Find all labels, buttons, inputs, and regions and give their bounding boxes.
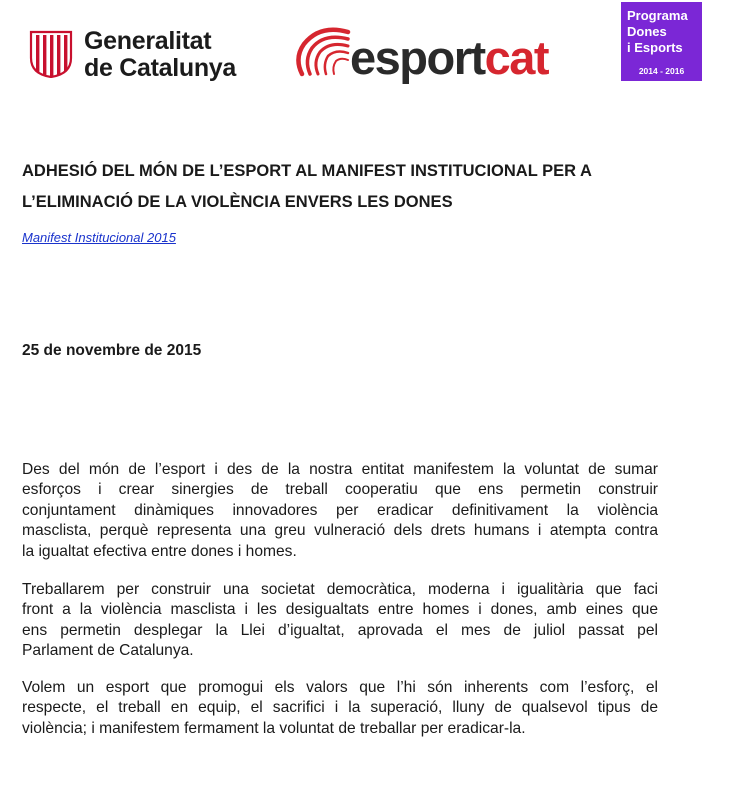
paragraph-3 <box>22 678 658 739</box>
programa-line-2: Dones <box>627 24 667 39</box>
esportcat-part2: cat <box>484 31 549 84</box>
programa-years: 2014 - 2016 <box>638 66 685 76</box>
paragraph-line: ens permetin desplegar la Llei d’igualtat, aprovada el mes de juliol passat pel <box>22 621 658 639</box>
generalitat-wordmark <box>84 28 236 82</box>
paragraph-line: conjuntament dinàmiques innovadores per eradicar definitivament la violència <box>22 501 658 519</box>
paragraph-line: masclista, perquè representa una greu vulneració dels drets humans i atempta contra <box>22 522 658 540</box>
document-title <box>22 156 702 218</box>
programa-line-3: i Esports <box>627 40 683 55</box>
programa-dones-badge <box>621 2 702 81</box>
title-line-2: L’ELIMINACIÓ DE LA VIOLÈNCIA ENVERS LES DONES <box>22 193 453 211</box>
paragraph-line: violència; i manifestem fermament la voluntat de treballar per eradicar-la. <box>22 719 526 737</box>
generalitat-line2: de Catalunya <box>84 54 237 82</box>
esportcat-wordmark <box>350 30 548 86</box>
paragraph-line: respecte, el treball en equip, el sacrifici i la superació, lluny de qualsevol tipus de <box>22 699 658 717</box>
generalitat-emblem-icon <box>28 30 74 78</box>
esportcat-part1: esport <box>350 31 485 84</box>
paragraph-line: Des del món de l’esport i des de la nostra entitat manifestem la voluntat de sumar <box>22 461 658 478</box>
paragraph-1 <box>22 460 658 562</box>
paragraph-2 <box>22 580 658 662</box>
programa-line-1: Programa <box>627 8 688 23</box>
generalitat-logo <box>28 24 260 86</box>
paragraph-line: la igualtat efectiva entre dones i homes. <box>22 542 297 560</box>
esportcat-logo <box>290 26 590 88</box>
paragraph-line: Parlament de Catalunya. <box>22 642 194 660</box>
paragraph-line: front a la violència masclista i les desigualtats entre homes i dones, amb eines que <box>22 601 658 619</box>
paragraph-line: Volem un esport que promogui els valors que l’hi són inherents com l’esforç, el <box>22 679 658 696</box>
generalitat-line1: Generalitat <box>84 27 212 55</box>
title-line-1: ADHESIÓ DEL MÓN DE L’ESPORT AL MANIFEST INSTITUCIONAL PER A <box>22 162 592 180</box>
document-date: 25 de novembre de 2015 <box>22 342 202 359</box>
manifest-link[interactable]: Manifest Institucional 2015 <box>22 230 176 245</box>
paragraph-line: Treballarem per construir una societat democràtica, moderna i igualitària que faci <box>22 581 658 598</box>
paragraph-line: esforços i crear sinergies de treball cooperatiu que ens permetin construir <box>22 481 658 499</box>
esportcat-swoosh-icon <box>290 26 352 82</box>
